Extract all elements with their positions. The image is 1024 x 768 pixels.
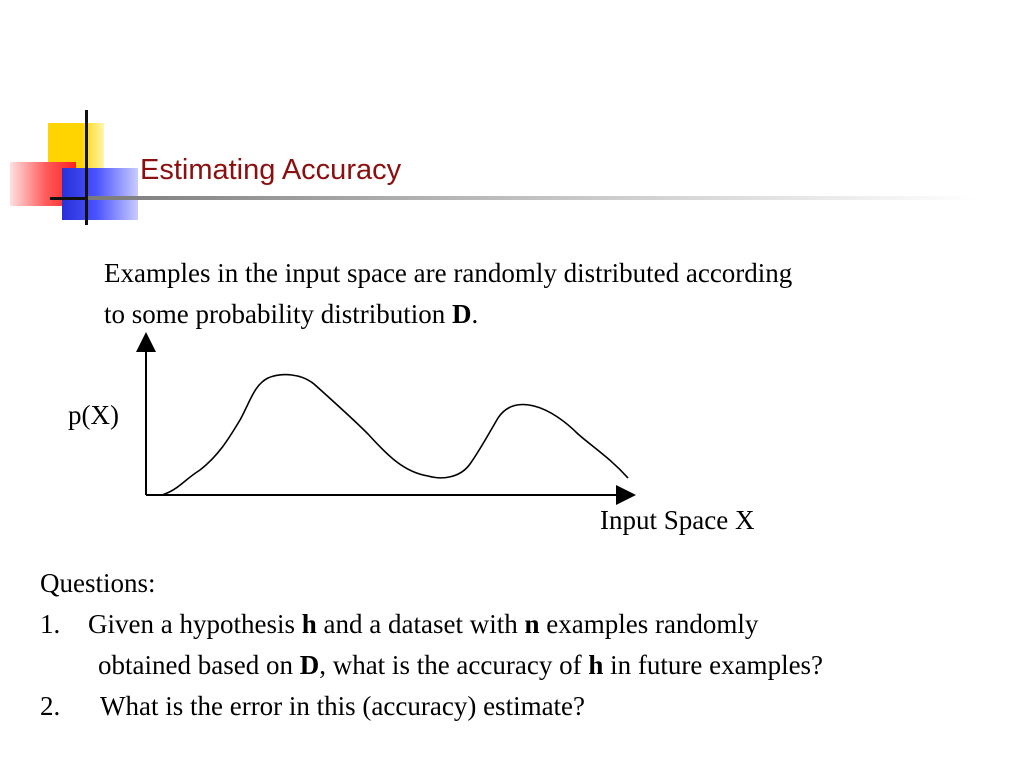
slide-title: Estimating Accuracy [140, 154, 402, 186]
question-1-line-2 [40, 645, 1020, 686]
intro-line-1: Examples in the input space are randomly distributed according [104, 258, 793, 288]
question-1-line-1 [40, 604, 1020, 645]
question-1-number: 1. [40, 609, 61, 639]
n-symbol: n [524, 609, 540, 639]
logo-blue-square [62, 168, 138, 220]
distribution-symbol-2: D [299, 650, 320, 680]
distribution-plot [120, 330, 660, 510]
intro-text: to some probability distribution [104, 299, 452, 329]
question-2 [40, 686, 1020, 727]
q1-text-j: in future examples? [603, 650, 824, 680]
intro-period: . [471, 299, 479, 329]
intro-paragraph [104, 253, 1004, 335]
intro-line-2 [104, 294, 1004, 335]
questions-list [40, 563, 1020, 727]
hypothesis-symbol: h [301, 609, 317, 639]
q1-text-c: and a dataset with [316, 609, 525, 639]
q1-text-a: Given a hypothesis [88, 609, 302, 639]
y-axis-label: p(X) [68, 400, 119, 430]
density-curve [162, 375, 628, 495]
q1-text-f: obtained based on [98, 650, 300, 680]
logo-vertical-line [85, 110, 88, 225]
slide-logo [0, 100, 140, 230]
hypothesis-symbol-2: h [588, 650, 604, 680]
title-underline [88, 196, 978, 200]
question-2-number: 2. [40, 691, 61, 721]
distribution-symbol: D [451, 299, 472, 329]
question-2-text: What is the error in this (accuracy) estimate? [100, 691, 586, 721]
q1-text-e: examples randomly [539, 609, 759, 639]
x-axis-label: Input Space X [600, 505, 755, 535]
questions-heading: Questions: [40, 568, 156, 598]
q1-text-h: , what is the accuracy of [319, 650, 589, 680]
